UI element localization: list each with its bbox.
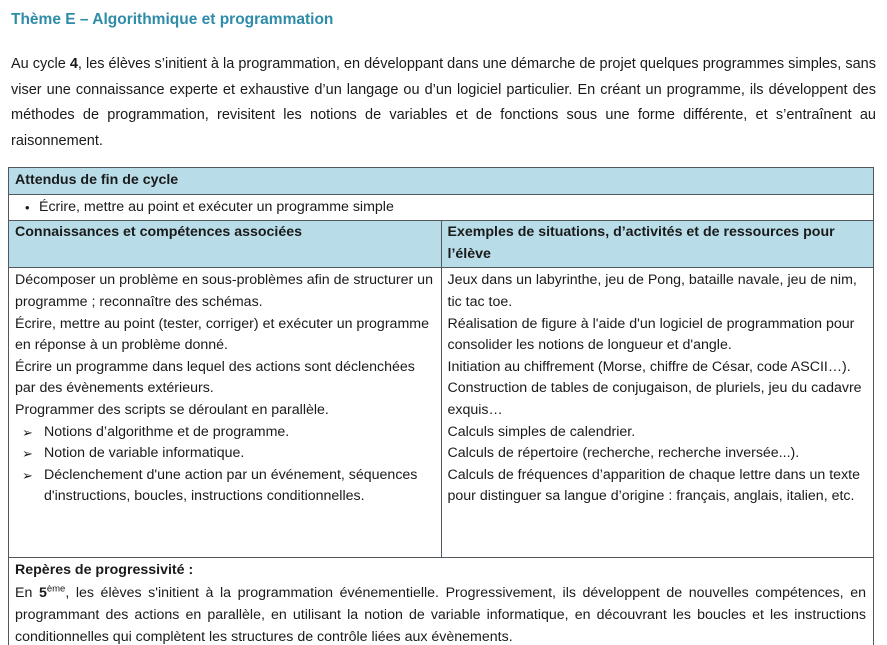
content-row	[9, 268, 874, 558]
knowledge-bullet-text: Notions d’algorithme et de programme.	[44, 423, 290, 440]
page-title: Thème E – Algorithmique et programmation	[11, 11, 334, 28]
attendus-header-cell	[9, 168, 874, 195]
list-item	[15, 465, 434, 508]
knowledge-paragraph: Écrire un programme dans lequel des actions sont déclenchées par des évènements extérieurs.	[15, 358, 415, 397]
attendus-item-cell	[9, 194, 874, 221]
reperes-bold-number: 5	[38, 584, 47, 601]
intro-text-start: Au cycle	[11, 56, 70, 72]
attendus-header-text: Attendus de fin de cycle	[15, 172, 179, 188]
intro-text-rest: , les élèves s’initient à la programmation, en développant dans une démarche de projet quelques programmes simples, sans viser une connaissance experte et exhaustive d’un langage ou d’un logiciel particulier. En créant un programme, ils développent des méthodes de programmation, revisitent les notions de variables et de fonctions sous une forme différente, et s’entraînent au raisonnement.	[11, 56, 876, 149]
knowledge-cell	[9, 268, 442, 558]
arrow-bullet-icon: ➢	[22, 424, 33, 440]
examples-paragraph: Construction de tables de conjugaison, de pluriels, jeu du cadavre exquis…	[447, 380, 862, 418]
arrow-bullet-icon: ➢	[22, 467, 33, 483]
column-header-left: Connaissances et compétences associées	[9, 221, 442, 268]
examples-cell	[441, 268, 874, 558]
knowledge-bullet-text: Déclenchement d'une action par un événement, séquences d'instructions, boucles, instructions conditionnelles.	[44, 466, 418, 505]
attendus-header-row	[9, 168, 874, 195]
bullet-icon: •	[25, 199, 30, 215]
reperes-row	[9, 558, 874, 645]
curriculum-table	[8, 167, 874, 645]
examples-paragraph: Calculs de fréquences d’apparition de chaque lettre dans un texte pour distinguer sa langue d’origine : français, anglais, italien, etc.	[447, 466, 860, 505]
reperes-text-rest: , les élèves s'initient à la programmation événementielle. Progressivement, ils développent de nouvelles compétences, en programmant des actions en parallèle, en utilisant la notion de variable informatique, en découvrant les boucles et les instructions conditionnelles qui complètent les structures de contrôle liées aux évènements.	[15, 584, 866, 645]
attendus-item-row	[9, 194, 874, 221]
column-header-right: Exemples de situations, d’activités et de ressources pour l’élève	[441, 221, 874, 268]
intro-bold-number: 4	[69, 56, 78, 72]
knowledge-bullet-text: Notion de variable informatique.	[44, 445, 245, 462]
list-item	[15, 443, 434, 465]
reperes-paragraph	[15, 582, 866, 645]
examples-paragraph: Calculs de répertoire (recherche, recherche inversée...).	[447, 445, 800, 462]
list-item	[15, 422, 434, 444]
reperes-superscript: ème	[46, 583, 66, 595]
intro-paragraph	[11, 52, 876, 154]
arrow-bullet-icon: ➢	[22, 446, 33, 462]
reperes-cell	[9, 558, 874, 645]
examples-paragraph: Jeux dans un labyrinthe, jeu de Pong, bataille navale, jeu de nim, tic tac toe.	[447, 272, 857, 310]
knowledge-paragraph: Programmer des scripts se déroulant en parallèle.	[15, 401, 329, 418]
examples-paragraph: Calculs simples de calendrier.	[447, 423, 636, 440]
reperes-title: Repères de progressivité :	[15, 562, 194, 579]
knowledge-paragraph: Écrire, mettre au point (tester, corriger) et exécuter un programme en réponse à un problème donné.	[15, 315, 429, 354]
column-header-row	[9, 221, 874, 268]
list-item	[15, 197, 866, 219]
reperes-text-start: En	[15, 584, 39, 601]
examples-paragraph: Initiation au chiffrement (Morse, chiffre de César, code ASCII…).	[447, 358, 851, 375]
knowledge-paragraph: Décomposer un problème en sous-problèmes afin de structurer un programme ; reconnaître des schémas.	[15, 272, 433, 310]
examples-paragraph: Réalisation de figure à l'aide d'un logiciel de programmation pour consolider les notions de longueur et d'angle.	[447, 315, 855, 354]
attendus-item-text: Écrire, mettre au point et exécuter un programme simple	[39, 198, 394, 215]
